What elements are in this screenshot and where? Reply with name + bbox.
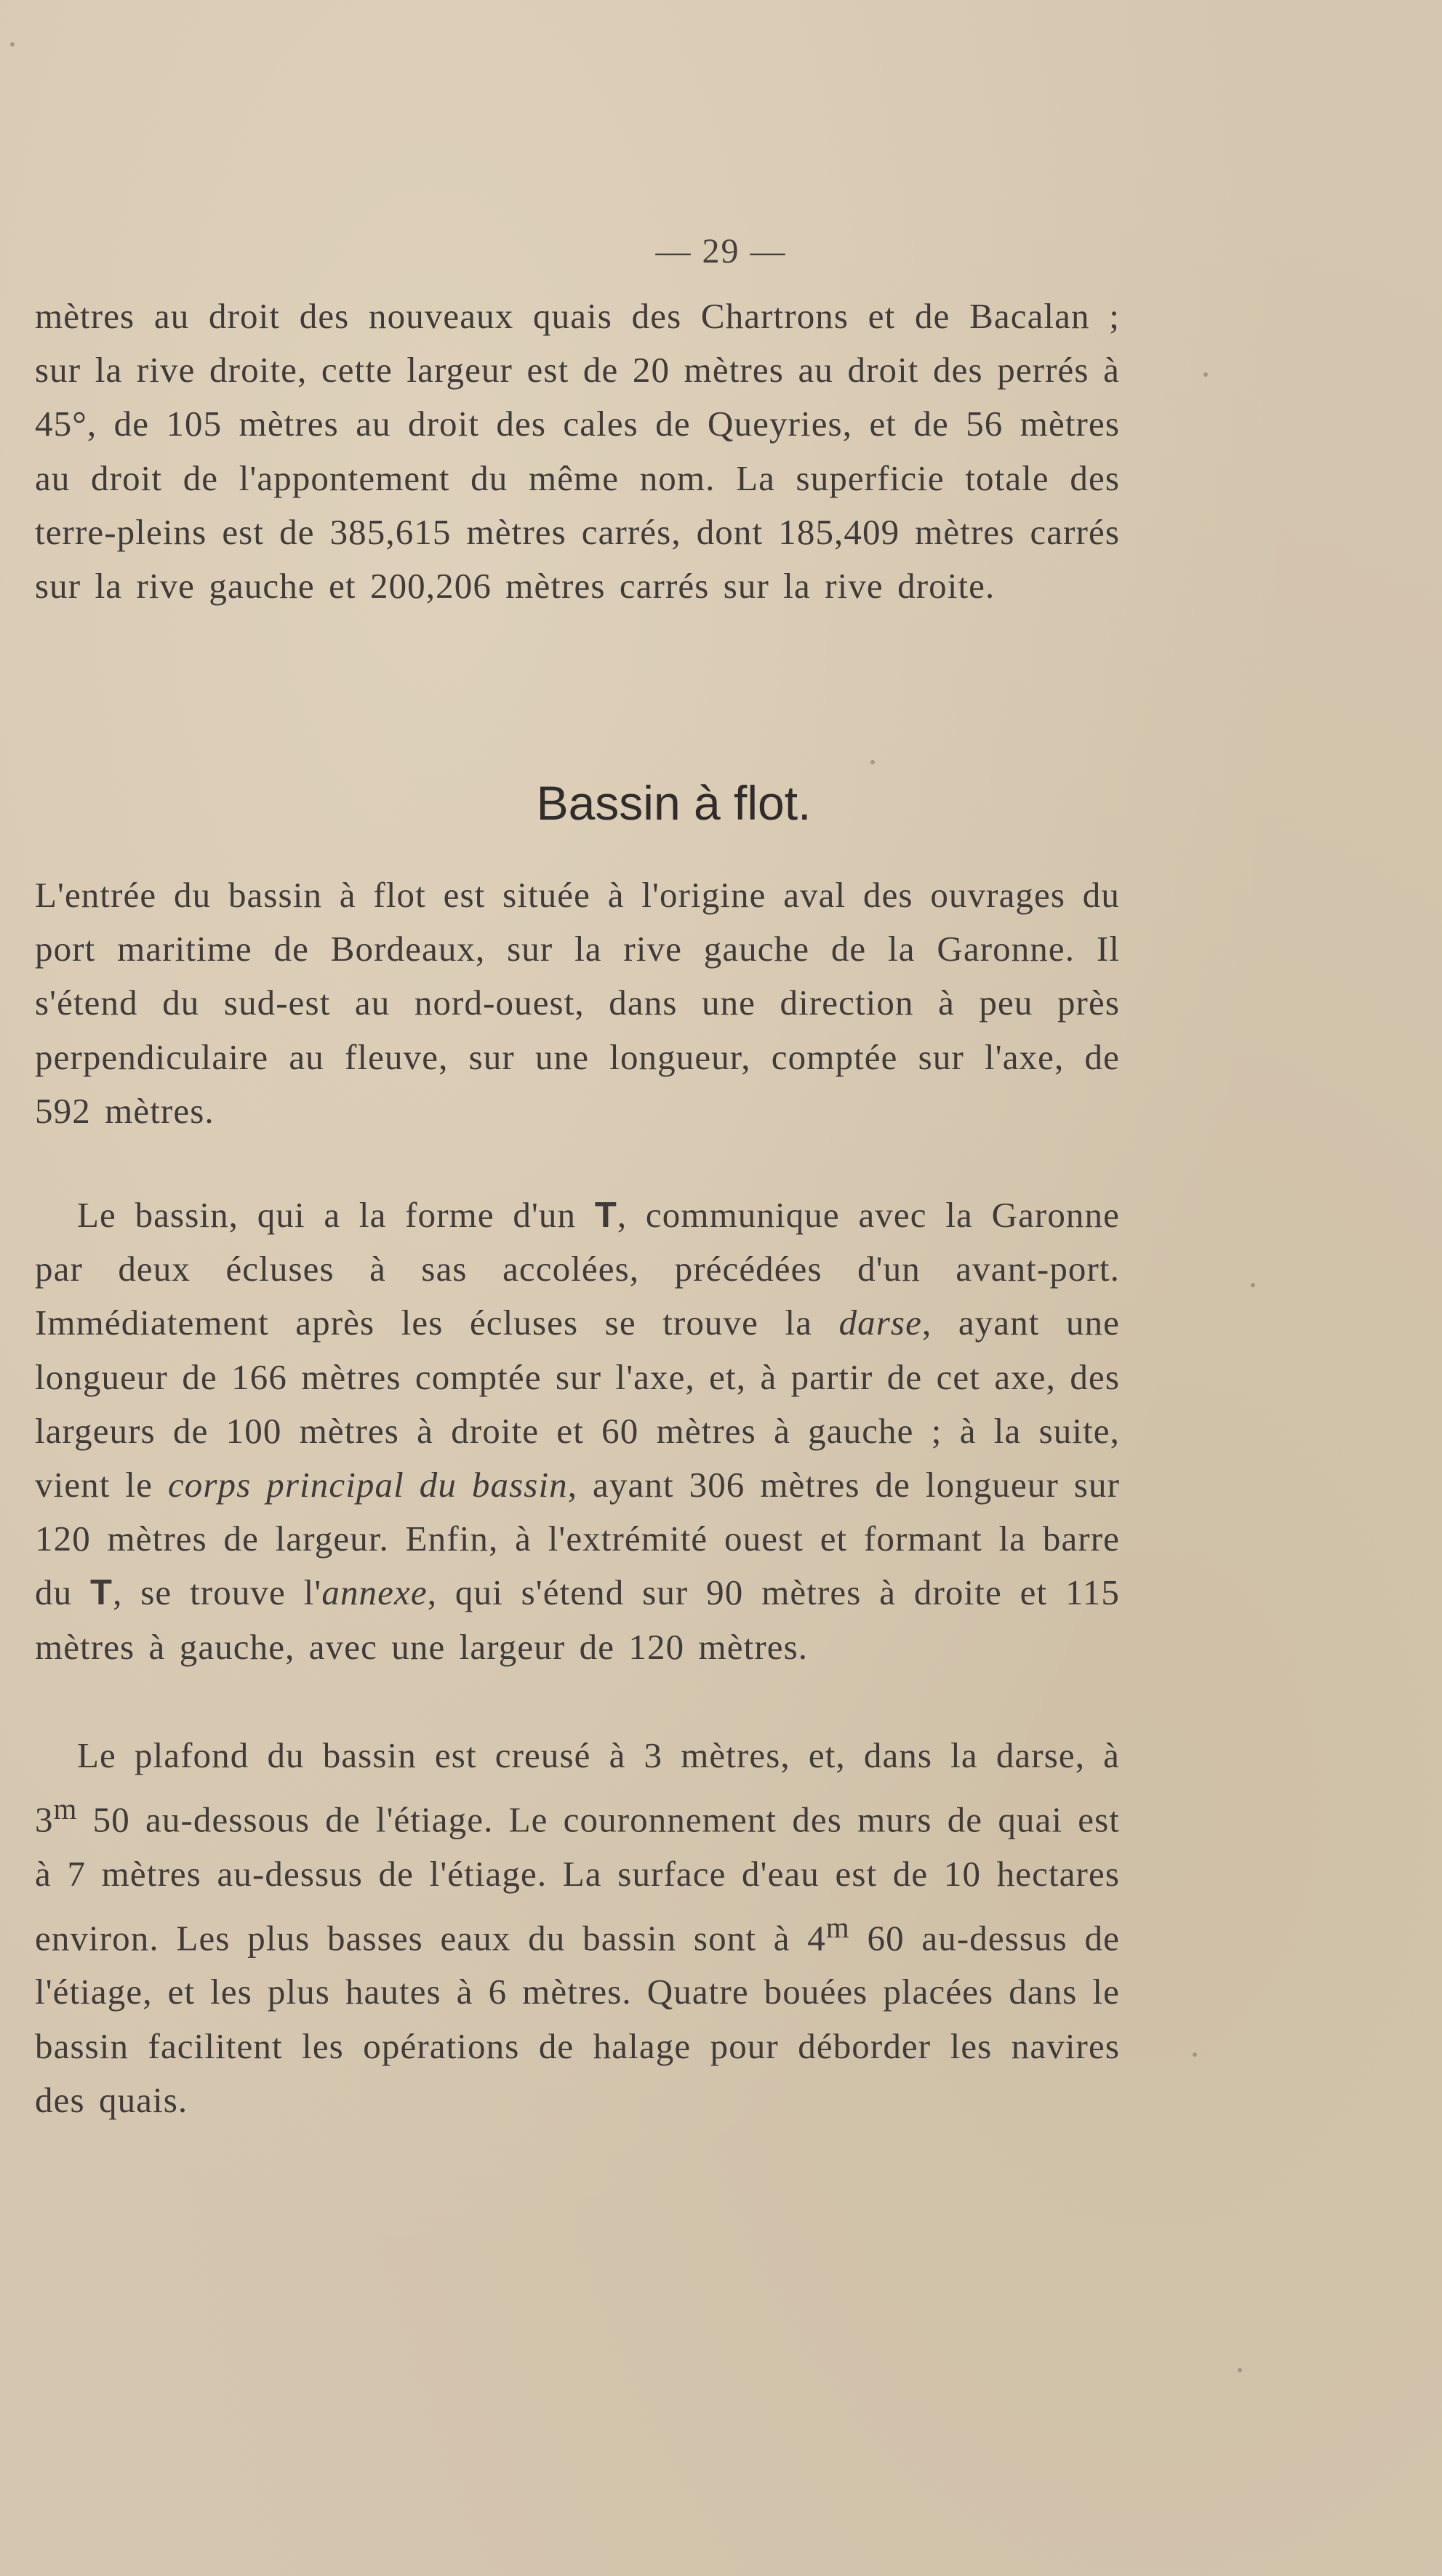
paper-speck: [870, 760, 875, 764]
text-run: , ayant une longueur de 166 mètres comptée sur l'axe, et, à partir de cet axe, des largeurs de 100 mètres à droite et 60 mètres à gauche ; à la suite, vient le: [35, 1303, 1120, 1505]
paragraph-forme-bassin: [35, 1188, 1120, 1674]
text-run: , qui s'étend sur 90 mètres à droite et 115 mètres à gauche, avec une largeur de 120 mètres.: [35, 1572, 1120, 1667]
paragraph-entree: [35, 868, 1120, 1138]
superscript-metre: m: [825, 1911, 850, 1944]
paragraph-plafond: [35, 1729, 1120, 2127]
paper-speck: [10, 42, 15, 47]
section-heading: Bassin à flot.: [536, 776, 812, 830]
paper-speck: [1251, 1283, 1255, 1287]
text-run: 50 au-dessous de l'étiage. Le couronnement des murs de quai est à 7 mètres au-dessus de l'étiage. La surface d'eau est de 10 hectares environ. Les plus basses eaux du bassin sont à 4: [35, 1799, 1120, 1959]
text-run: , se trouve l': [113, 1572, 322, 1613]
text-run: Le plafond du bassin est creusé à 3 mètres, et, dans la darse, à 3: [35, 1735, 1120, 1840]
paper-speck: [1238, 2368, 1242, 2372]
paper-speck: [1203, 372, 1208, 377]
page-number: — 29 —: [655, 232, 787, 271]
text-run: 60 au-dessus de l'étiage, et les plus hautes à 6 mètres. Quatre bouées placées dans le bassin facilitent les opérations de halage pour déborder les navires des quais.: [35, 1918, 1121, 2120]
paragraph-plafond-text: [35, 1729, 1120, 2127]
text-run: Le bassin, qui a la forme d'un: [77, 1195, 595, 1235]
term-annexe: annexe: [321, 1572, 428, 1613]
t-letter: T: [594, 1196, 617, 1235]
paper-speck: [1193, 2052, 1197, 2057]
paragraph-entree-text: L'entrée du bassin à flot est située à l'origine aval des ouvrages du port maritime de Bordeaux, sur la rive gauche de la Garonne. Il s'étend du sud-est au nord-ouest, dans une direction à peu près perpendiculaire au fleuve, sur une longueur, comptée sur l'axe, de 592 mètres.: [35, 875, 1120, 1131]
paragraph-quais-text: mètres au droit des nouveaux quais des Chartrons et de Bacalan ; sur la rive droite, cette largeur est de 20 mètres au droit des perrés à 45°, de 105 mètres au droit des cales de Queyries, et de 56 mètres au droit de l'appontement du même nom. La superficie totale des terre-pleins est de 385,615 mètres carrés, dont 185,409 mètres carrés sur la rive gauche et 200,206 mètres carrés sur la rive droite.: [35, 296, 1120, 607]
superscript-metre: m: [53, 1793, 78, 1826]
paragraph-forme-bassin-text: [35, 1188, 1120, 1674]
paragraph-quais: [35, 289, 1120, 613]
text-run: , ayant 306 mètres de longueur sur 120 mètres de largeur. Enfin, à l'extrémité ouest et formant la barre du: [35, 1465, 1121, 1613]
t-letter: T: [90, 1573, 113, 1613]
text-run: , communique avec la Garonne par deux écluses à sas accolées, précédées d'un avant-port. Immédiatement après les écluses se trouve la: [35, 1195, 1120, 1343]
term-corps-principal: corps principal du bassin: [167, 1465, 568, 1505]
term-darse: darse: [838, 1303, 922, 1343]
